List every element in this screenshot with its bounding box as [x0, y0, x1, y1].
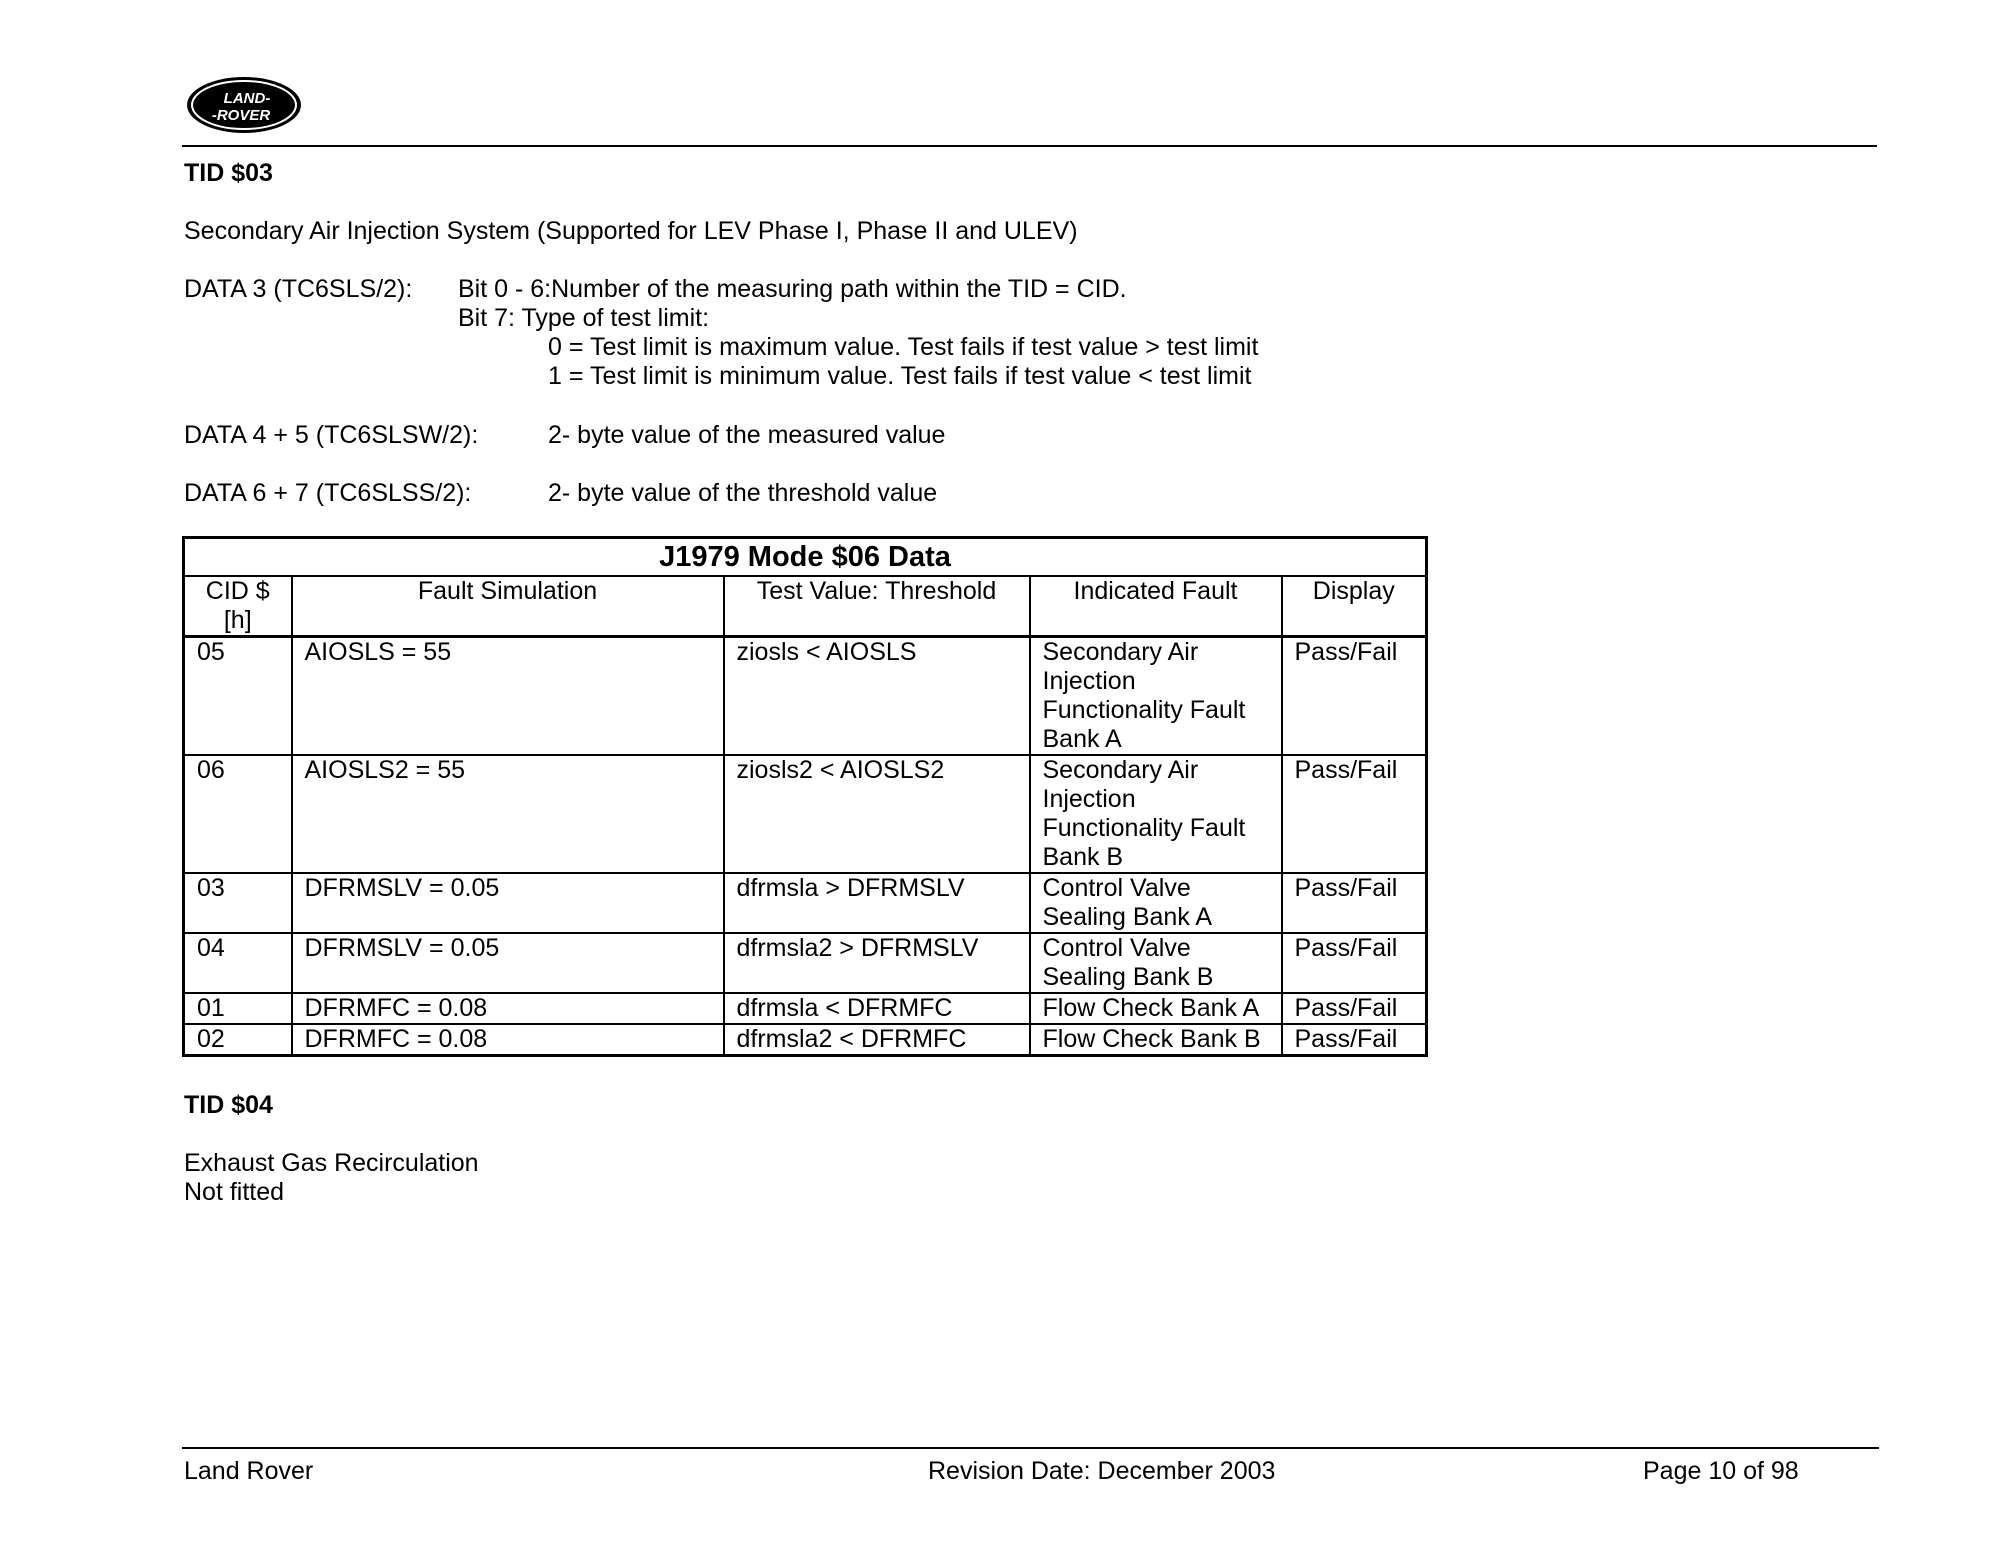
data3-line: 1 = Test limit is minimum value. Test fails if test value < test limit	[548, 362, 1252, 390]
data3-line: Bit 0 - 6:Number of the measuring path within the TID = CID.	[458, 275, 1127, 303]
column-header-indicated-fault: Indicated Fault	[1030, 576, 1282, 637]
footer-brand: Land Rover	[184, 1457, 314, 1485]
tid-03-heading: TID $03	[184, 159, 273, 187]
indicated-fault-cell: Flow Check Bank B	[1030, 1024, 1282, 1056]
test-value-cell: ziosls2 < AIOSLS2	[724, 755, 1030, 873]
column-header-cid: CID $ [h]	[184, 576, 292, 637]
column-header-fault-simulation: Fault Simulation	[292, 576, 724, 637]
data3-label: DATA 3 (TC6SLS/2):	[184, 275, 413, 303]
table-row	[184, 933, 1427, 993]
fault-simulation-cell: DFRMFC = 0.08	[292, 1024, 724, 1056]
header-rule	[182, 145, 1877, 147]
data3-line: 0 = Test limit is maximum value. Test fails if test value > test limit	[548, 333, 1259, 361]
egr-status: Not fitted	[184, 1178, 285, 1206]
table-row	[184, 755, 1427, 873]
test-value-cell: dfrmsla2 < DFRMFC	[724, 1024, 1030, 1056]
cid-cell: 03	[184, 873, 292, 933]
table-row	[184, 637, 1427, 756]
data67-value: 2- byte value of the threshold value	[548, 479, 938, 507]
table-row	[184, 873, 1427, 933]
footer-rule	[182, 1447, 1879, 1449]
cid-cell: 06	[184, 755, 292, 873]
svg-text:-ROVER: -ROVER	[211, 107, 271, 124]
section-description: Secondary Air Injection System (Supported for LEV Phase I, Phase II and ULEV)	[184, 217, 1078, 245]
test-value-cell: dfrmsla < DFRMFC	[724, 993, 1030, 1024]
display-cell: Pass/Fail	[1282, 993, 1427, 1024]
indicated-fault-cell: Flow Check Bank A	[1030, 993, 1282, 1024]
egr-description: Exhaust Gas Recirculation	[184, 1149, 479, 1177]
fault-simulation-cell: AIOSLS = 55	[292, 637, 724, 756]
fault-simulation-cell: DFRMFC = 0.08	[292, 993, 724, 1024]
test-value-cell: dfrmsla > DFRMSLV	[724, 873, 1030, 933]
cid-cell: 04	[184, 933, 292, 993]
fault-simulation-cell: DFRMSLV = 0.05	[292, 933, 724, 993]
test-value-cell: dfrmsla2 > DFRMSLV	[724, 933, 1030, 993]
data45-value: 2- byte value of the measured value	[548, 421, 946, 449]
table-title: J1979 Mode $06 Data	[184, 538, 1427, 577]
indicated-fault-cell: Control Valve Sealing Bank B	[1030, 933, 1282, 993]
display-cell: Pass/Fail	[1282, 1024, 1427, 1056]
cid-cell: 05	[184, 637, 292, 756]
fault-simulation-cell: DFRMSLV = 0.05	[292, 873, 724, 933]
svg-text:LAND-: LAND-	[223, 90, 271, 107]
table-row	[184, 993, 1427, 1024]
footer-revision-date: Revision Date: December 2003	[928, 1457, 1276, 1485]
cid-cell: 01	[184, 993, 292, 1024]
mode06-data-table	[182, 536, 1428, 1057]
indicated-fault-cell: Secondary Air Injection Functionality Fault Bank B	[1030, 755, 1282, 873]
data3-line: Bit 7: Type of test limit:	[458, 304, 710, 332]
display-cell: Pass/Fail	[1282, 637, 1427, 756]
fault-simulation-cell: AIOSLS2 = 55	[292, 755, 724, 873]
display-cell: Pass/Fail	[1282, 755, 1427, 873]
table-row	[184, 1024, 1427, 1056]
display-cell: Pass/Fail	[1282, 873, 1427, 933]
data45-label: DATA 4 + 5 (TC6SLSW/2):	[184, 421, 479, 449]
column-header-test-value: Test Value: Threshold	[724, 576, 1030, 637]
display-cell: Pass/Fail	[1282, 933, 1427, 993]
tid-04-heading: TID $04	[184, 1091, 273, 1119]
data67-label: DATA 6 + 7 (TC6SLSS/2):	[184, 479, 472, 507]
test-value-cell: ziosls < AIOSLS	[724, 637, 1030, 756]
indicated-fault-cell: Secondary Air Injection Functionality Fault Bank A	[1030, 637, 1282, 756]
cid-cell: 02	[184, 1024, 292, 1056]
land-rover-logo	[186, 76, 302, 134]
footer-page-number: Page 10 of 98	[1643, 1457, 1799, 1485]
column-header-display: Display	[1282, 576, 1427, 637]
indicated-fault-cell: Control Valve Sealing Bank A	[1030, 873, 1282, 933]
